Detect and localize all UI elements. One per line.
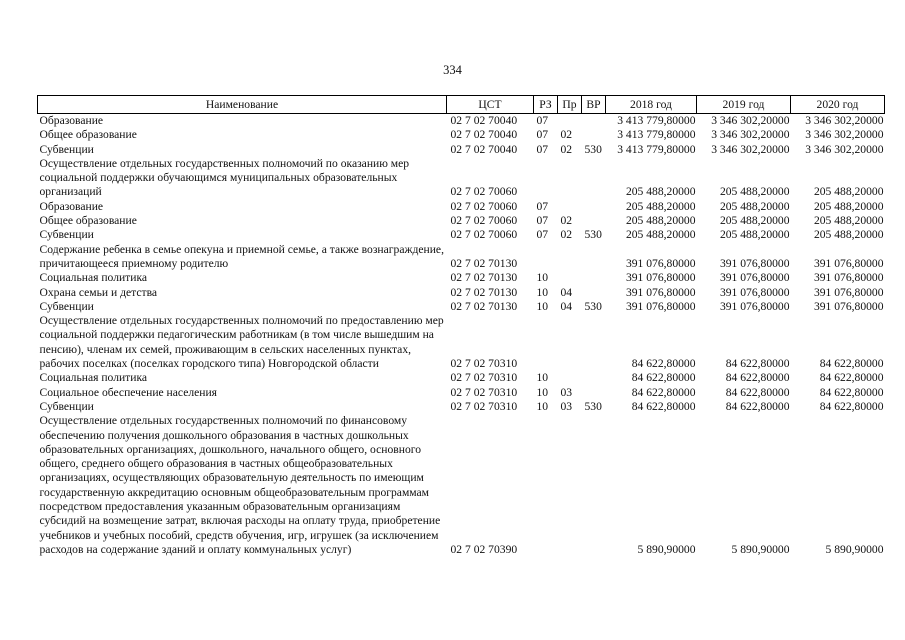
header-2019: 2019 год [697,96,791,114]
cell-vr [582,386,606,400]
table-row [38,214,885,228]
cell-cst: 02 7 02 70130 [450,271,518,285]
cell-name: Содержание ребенка в семье опекуна и приемной семье, а также вознаграждение, причитающееся приемному родителю [39,242,444,270]
cell-cst: 02 7 02 70040 [450,114,518,127]
cell-vr [582,200,606,214]
cell-vr [582,214,606,228]
cell-2018: 3 413 779,80000 [617,114,696,127]
cell-name: Осуществление отдельных государственных полномочий по оказанию мер социальной поддержки обучающимся муниципальных образовательных организаций [39,156,410,199]
cell-vr [582,157,606,200]
cell-2018: 84 622,80000 [631,385,696,399]
header-pr: Пр [558,96,582,114]
cell-2019: 84 622,80000 [725,371,790,385]
table-row [38,271,885,285]
cell-vr [582,243,606,272]
cell-pr [558,314,582,371]
cell-2020: 391 076,80000 [813,256,884,270]
cell-vr [582,286,606,300]
cell-2019: 391 076,80000 [719,256,790,270]
cell-2018: 84 622,80000 [631,357,696,371]
cell-name: Охрана семьи и детства [39,285,158,299]
cell-cst: 02 7 02 70060 [450,185,518,199]
cell-2019: 3 346 302,20000 [711,142,790,156]
cell-pr [558,200,582,214]
cell-2019: 391 076,80000 [719,271,790,285]
cell-vr [582,371,606,385]
header-vr: ВР [582,96,606,114]
cell-pr: 02 [560,142,573,156]
cell-name: Осуществление отдельных государственных полномочий по финансовому обеспечению получения дошкольного образования в частных дошкольных образовательных организациях, дошкольного, начального общего, основного общего, среднего общего образования в частных общеобразовательных организациях, осуществляющих образовательную деятельность по имеющим государственную аккредитацию основным общеобразовательным программам посредством предоставления указанным образовательным организациям субсидий на возмещение затрат, включая расходы на оплату труда, приобретение учебников и учебных пособий, средств обучения, игр, игрушек (за исключением расходов на содержание зданий и оплату коммунальных услуг) [39,414,441,556]
cell-pr [558,414,582,557]
cell-2018: 5 890,90000 [637,542,696,556]
cell-2020: 391 076,80000 [813,271,884,285]
cell-2020: 205 488,20000 [813,185,884,199]
table-row [38,128,885,142]
cell-2018: 391 076,80000 [625,256,696,270]
budget-table-container [37,95,884,557]
cell-pr: 02 [560,228,573,242]
cell-cst: 02 7 02 70060 [450,228,518,242]
cell-2019: 205 488,20000 [719,228,790,242]
cell-cst: 02 7 02 70130 [450,299,518,313]
header-2018: 2018 год [606,96,697,114]
cell-vr [582,128,606,142]
cell-2020: 3 346 302,20000 [805,114,884,127]
table-row [38,157,885,200]
cell-2018: 84 622,80000 [631,371,696,385]
cell-2019: 84 622,80000 [725,385,790,399]
cell-cst: 02 7 02 70310 [450,371,518,385]
cell-name: Общее образование [39,128,137,142]
cell-name: Социальная политика [39,371,148,385]
cell-rz: 10 [536,371,549,385]
cell-2020: 5 890,90000 [825,542,884,556]
cell-2018: 391 076,80000 [625,285,696,299]
table-row [38,371,885,385]
cell-pr [558,243,582,272]
table-body [38,114,885,558]
table-row [38,414,885,557]
table-row [38,300,885,314]
cell-2020: 205 488,20000 [813,199,884,213]
cell-2019: 84 622,80000 [725,399,790,413]
cell-2020: 84 622,80000 [819,371,884,385]
header-name: Наименование [38,96,447,114]
cell-2019: 3 346 302,20000 [711,114,790,127]
table-row [38,400,885,414]
cell-rz [534,314,558,371]
page-number: 334 [443,63,462,77]
table-row [38,200,885,214]
header-cst: ЦСТ [447,96,534,114]
cell-rz [534,157,558,200]
cell-vr [582,314,606,371]
cell-2019: 5 890,90000 [731,542,790,556]
cell-cst: 02 7 02 70130 [450,256,518,270]
table-header [38,96,885,114]
cell-2020: 84 622,80000 [819,399,884,413]
cell-2020: 84 622,80000 [819,385,884,399]
cell-2018: 391 076,80000 [625,271,696,285]
cell-2018: 3 413 779,80000 [617,142,696,156]
cell-vr [582,271,606,285]
cell-name: Субвенции [39,299,94,313]
cell-2019: 3 346 302,20000 [711,128,790,142]
cell-pr [558,371,582,385]
cell-pr: 02 [560,214,573,228]
cell-2018: 205 488,20000 [625,185,696,199]
cell-name: Осуществление отдельных государственных полномочий по предоставлению мер социальной поддержки педагогическим работникам (в том числе вышедшим на пенсию), членам их семей, проживающим в сельских населенных пунктах, рабочих поселках (поселках городского типа) Новгородской области [39,314,444,371]
header-row [38,96,885,114]
cell-2020: 391 076,80000 [813,285,884,299]
cell-rz [534,414,558,557]
cell-name: Образование [39,199,104,213]
cell-2020: 391 076,80000 [813,299,884,313]
cell-2018: 84 622,80000 [631,399,696,413]
cell-cst: 02 7 02 70040 [450,128,518,142]
cell-2019: 205 488,20000 [719,199,790,213]
table-row [38,114,885,129]
table-row [38,228,885,242]
cell-2020: 205 488,20000 [813,228,884,242]
table-row [38,243,885,272]
header-rz: РЗ [534,96,558,114]
cell-cst: 02 7 02 70310 [450,357,518,371]
cell-pr [558,114,582,129]
table-row [38,286,885,300]
cell-cst: 02 7 02 70130 [450,285,518,299]
cell-rz: 07 [536,128,549,142]
cell-rz: 10 [536,299,549,313]
cell-vr: 530 [584,399,602,413]
cell-rz: 10 [536,285,549,299]
cell-name: Субвенции [39,142,94,156]
cell-2019: 391 076,80000 [719,285,790,299]
cell-pr: 04 [560,285,573,299]
cell-pr: 03 [560,385,573,399]
table-row [38,386,885,400]
cell-vr [582,414,606,557]
cell-name: Социальная политика [39,271,148,285]
cell-vr [582,114,606,129]
cell-2018: 205 488,20000 [625,228,696,242]
cell-pr: 03 [560,399,573,413]
table-row [38,314,885,371]
cell-name: Субвенции [39,228,94,242]
cell-2020: 3 346 302,20000 [805,142,884,156]
cell-2019: 205 488,20000 [719,185,790,199]
cell-rz: 07 [536,214,549,228]
cell-rz [534,243,558,272]
cell-cst: 02 7 02 70310 [450,385,518,399]
cell-2019: 84 622,80000 [725,357,790,371]
cell-2020: 84 622,80000 [819,357,884,371]
cell-vr: 530 [584,228,602,242]
cell-cst: 02 7 02 70310 [450,399,518,413]
cell-2019: 205 488,20000 [719,214,790,228]
cell-2018: 205 488,20000 [625,214,696,228]
cell-2018: 3 413 779,80000 [617,128,696,142]
cell-name: Общее образование [39,214,137,228]
cell-rz: 10 [536,385,549,399]
cell-pr: 02 [560,128,573,142]
cell-2018: 205 488,20000 [625,199,696,213]
cell-rz: 07 [536,114,549,127]
cell-2020: 205 488,20000 [813,214,884,228]
cell-cst: 02 7 02 70040 [450,142,518,156]
cell-rz: 07 [536,199,549,213]
cell-2018: 391 076,80000 [625,299,696,313]
cell-rz: 07 [536,142,549,156]
cell-rz: 07 [536,228,549,242]
cell-rz: 10 [536,399,549,413]
cell-pr: 04 [560,299,573,313]
cell-2019: 391 076,80000 [719,299,790,313]
cell-name: Социальное обеспечение населения [39,385,218,399]
cell-pr [558,157,582,200]
cell-cst: 02 7 02 70060 [450,199,518,213]
table-row [38,143,885,157]
cell-pr [558,271,582,285]
cell-vr: 530 [584,299,602,313]
cell-name: Образование [39,114,104,127]
cell-vr: 530 [584,142,602,156]
cell-name: Субвенции [39,399,94,413]
cell-cst: 02 7 02 70390 [450,542,518,556]
cell-cst: 02 7 02 70060 [450,214,518,228]
header-2020: 2020 год [791,96,885,114]
cell-rz: 10 [536,271,549,285]
cell-2020: 3 346 302,20000 [805,128,884,142]
budget-table [37,95,885,557]
